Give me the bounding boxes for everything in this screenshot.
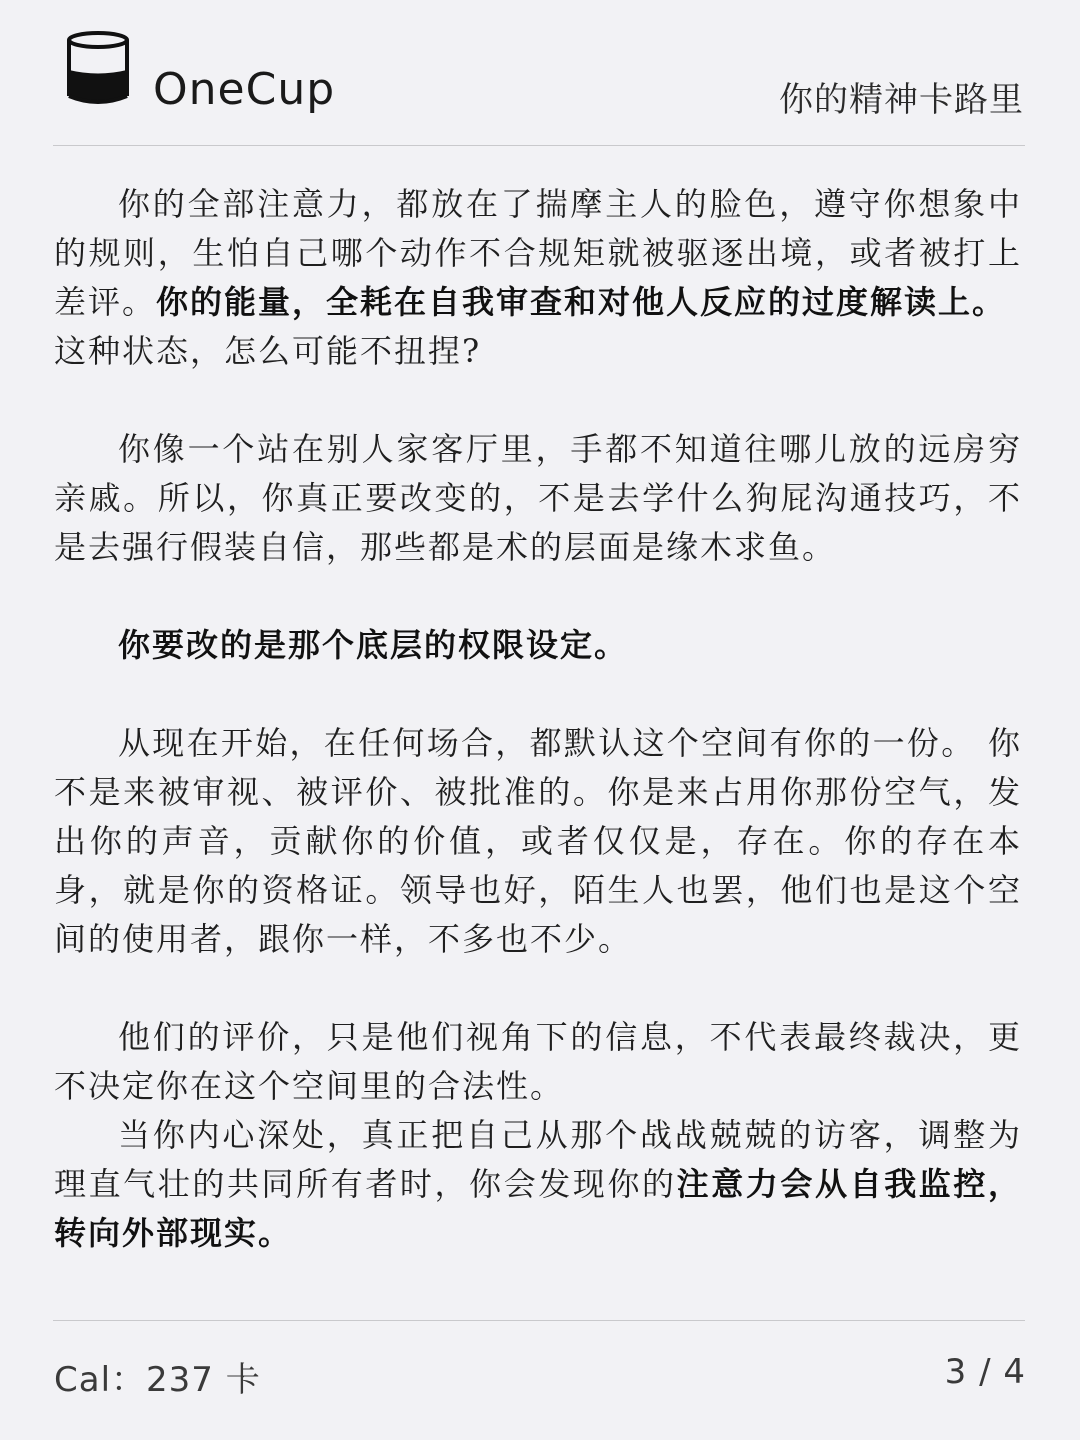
tagline: 你的精神卡路里 <box>779 80 1024 120</box>
paragraph-1 <box>54 180 1022 376</box>
calorie-count: Cal：237 卡 <box>54 1360 261 1400</box>
article-body <box>54 180 1022 1258</box>
brand-name: OneCup <box>153 64 336 115</box>
paragraph-1-text-a: 你的全部注意力，都放在了揣摩主人的脸色，遵守你想象中的规则，生怕自己哪个动作不合规矩就被驱逐出境，或者被打上差评。 <box>54 185 1022 321</box>
paragraph-1-bold: 你的能量，全耗在自我审查和对他人反应的过度解读上。 <box>156 283 1007 321</box>
header <box>0 0 1080 145</box>
page-indicator: 3 / 4 <box>944 1352 1026 1392</box>
footer-divider <box>53 1320 1025 1321</box>
paragraph-5: 他们的评价，只是他们视角下的信息，不代表最终裁决，更不决定你在这个空间里的合法性。 <box>54 1018 1022 1105</box>
paragraph-2: 你像一个站在别人家客厅里，手都不知道往哪儿放的远房穷亲戚。所以，你真正要改变的，不是去学什么狗屁沟通技巧，不是去强行假装自信，那些都是术的层面是缘木求鱼。 <box>54 430 1022 566</box>
paragraph-1-text-b: 这种状态，怎么可能不扭捏? <box>54 332 482 370</box>
paragraph-6 <box>54 1111 1022 1258</box>
paragraph-4: 从现在开始，在任何场合，都默认这个空间有你的一份。 你不是来被审视、被评价、被批准的。你是来占用你那份空气，发出你的声音，贡献你的价值，或者仅仅是，存在。你的存在本身，就是你的资格证。领导也好，陌生人也罢，他们也是这个空间的使用者，跟你一样，不多也不少。 <box>54 724 1022 958</box>
paragraph-6-text: 当你内心深处，真正把自己从那个战战兢兢的访客，调整为理直气壮的共同所有者时，你会发现你的 <box>54 1116 1022 1203</box>
paragraph-3 <box>54 621 1022 670</box>
paragraph-3-bold: 你要改的是那个底层的权限设定。 <box>118 626 629 664</box>
header-divider <box>53 145 1025 146</box>
cup-icon <box>66 30 130 110</box>
paragraph-6-bold: 注意力会从自我监控，转向外部现实。 <box>54 1165 1022 1252</box>
